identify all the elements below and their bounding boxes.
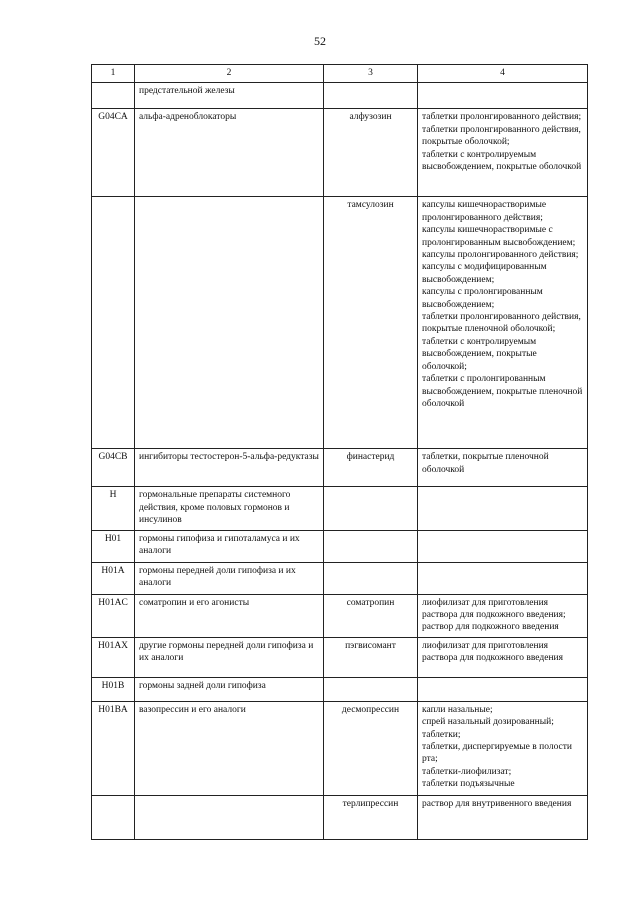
group-name-cell: гормоны передней доли гипофиза и их аналоги	[135, 562, 324, 594]
column-header: 1	[92, 65, 135, 83]
table-row	[92, 594, 588, 637]
atc-code-cell	[92, 197, 135, 449]
atc-code-cell: H01B	[92, 677, 135, 701]
table-row	[92, 530, 588, 562]
drug-name-cell	[324, 487, 418, 530]
table-row	[92, 637, 588, 677]
group-name-cell: соматропин и его агонисты	[135, 594, 324, 637]
dosage-forms-cell	[418, 530, 588, 562]
atc-code-cell: H01BA	[92, 701, 135, 795]
atc-code-cell: G04CA	[92, 109, 135, 197]
group-name-cell: гормональные препараты системного действия, кроме половых гормонов и инсулинов	[135, 487, 324, 530]
atc-code-cell: G04CB	[92, 449, 135, 487]
atc-code-cell: H01AC	[92, 594, 135, 637]
drug-name-cell: пэгвисомант	[324, 637, 418, 677]
drug-name-cell: алфузозин	[324, 109, 418, 197]
table-row	[92, 795, 588, 839]
drug-name-cell: соматропин	[324, 594, 418, 637]
table-header-row	[92, 65, 588, 83]
table-row	[92, 197, 588, 449]
dosage-forms-cell: таблетки, покрытые пленочной оболочкой	[418, 449, 588, 487]
dosage-forms-cell: таблетки пролонгированного действия; таблетки пролонгированного действия, покрытые оболочкой; таблетки с контролируемым высвобождением, покрытые оболочкой	[418, 109, 588, 197]
dosage-forms-cell: раствор для внутривенного введения	[418, 795, 588, 839]
group-name-cell: альфа-адреноблокаторы	[135, 109, 324, 197]
column-header: 3	[324, 65, 418, 83]
drug-name-cell: финастерид	[324, 449, 418, 487]
column-header: 2	[135, 65, 324, 83]
table-row	[92, 487, 588, 530]
atc-code-cell	[92, 795, 135, 839]
dosage-forms-cell: лиофилизат для приготовления раствора для подкожного введения; раствор для подкожного введения	[418, 594, 588, 637]
table-row	[92, 701, 588, 795]
dosage-forms-cell	[418, 677, 588, 701]
group-name-cell: гормоны задней доли гипофиза	[135, 677, 324, 701]
atc-code-cell: H	[92, 487, 135, 530]
dosage-forms-cell: капсулы кишечнорастворимые пролонгированного действия; капсулы кишечнорастворимые с пролонгированным высвобождением; капсулы пролонгированного действия; капсулы с модифицированным высвобождением; капсулы с пролонгированным высвобождением; таблетки пролонгированного действия, покрытые пленочной оболочкой; таблетки с контролируемым высвобождением, покрытые оболочкой; таблетки с пролонгированным высвобождением, покрытые пленочной оболочкой	[418, 197, 588, 449]
drug-name-cell: десмопрессин	[324, 701, 418, 795]
drug-name-cell: терлипрессин	[324, 795, 418, 839]
atc-code-cell: H01A	[92, 562, 135, 594]
dosage-forms-cell	[418, 487, 588, 530]
table-row	[92, 109, 588, 197]
table-row	[92, 83, 588, 109]
atc-code-cell	[92, 83, 135, 109]
group-name-cell: ингибиторы тестостерон-5-альфа-редуктазы	[135, 449, 324, 487]
table-row	[92, 449, 588, 487]
drug-name-cell	[324, 530, 418, 562]
dosage-forms-cell	[418, 562, 588, 594]
group-name-cell: другие гормоны передней доли гипофиза и их аналоги	[135, 637, 324, 677]
atc-code-cell: H01	[92, 530, 135, 562]
dosage-forms-cell: лиофилизат для приготовления раствора для подкожного введения	[418, 637, 588, 677]
group-name-cell: гормоны гипофиза и гипоталамуса и их аналоги	[135, 530, 324, 562]
table-row	[92, 677, 588, 701]
dosage-forms-cell: капли назальные; спрей назальный дозированный; таблетки; таблетки, диспергируемые в полости рта; таблетки-лиофилизат; таблетки подъязычные	[418, 701, 588, 795]
column-header: 4	[418, 65, 588, 83]
drug-name-cell: тамсулозин	[324, 197, 418, 449]
atc-code-cell: H01AX	[92, 637, 135, 677]
group-name-cell	[135, 197, 324, 449]
drug-name-cell	[324, 562, 418, 594]
table-row	[92, 562, 588, 594]
group-name-cell	[135, 795, 324, 839]
group-name-cell: вазопрессин и его аналоги	[135, 701, 324, 795]
page-number: 52	[314, 34, 326, 48]
group-name-cell: предстательной железы	[135, 83, 324, 109]
dosage-forms-cell	[418, 83, 588, 109]
drug-name-cell	[324, 83, 418, 109]
drug-table	[91, 64, 588, 840]
drug-name-cell	[324, 677, 418, 701]
